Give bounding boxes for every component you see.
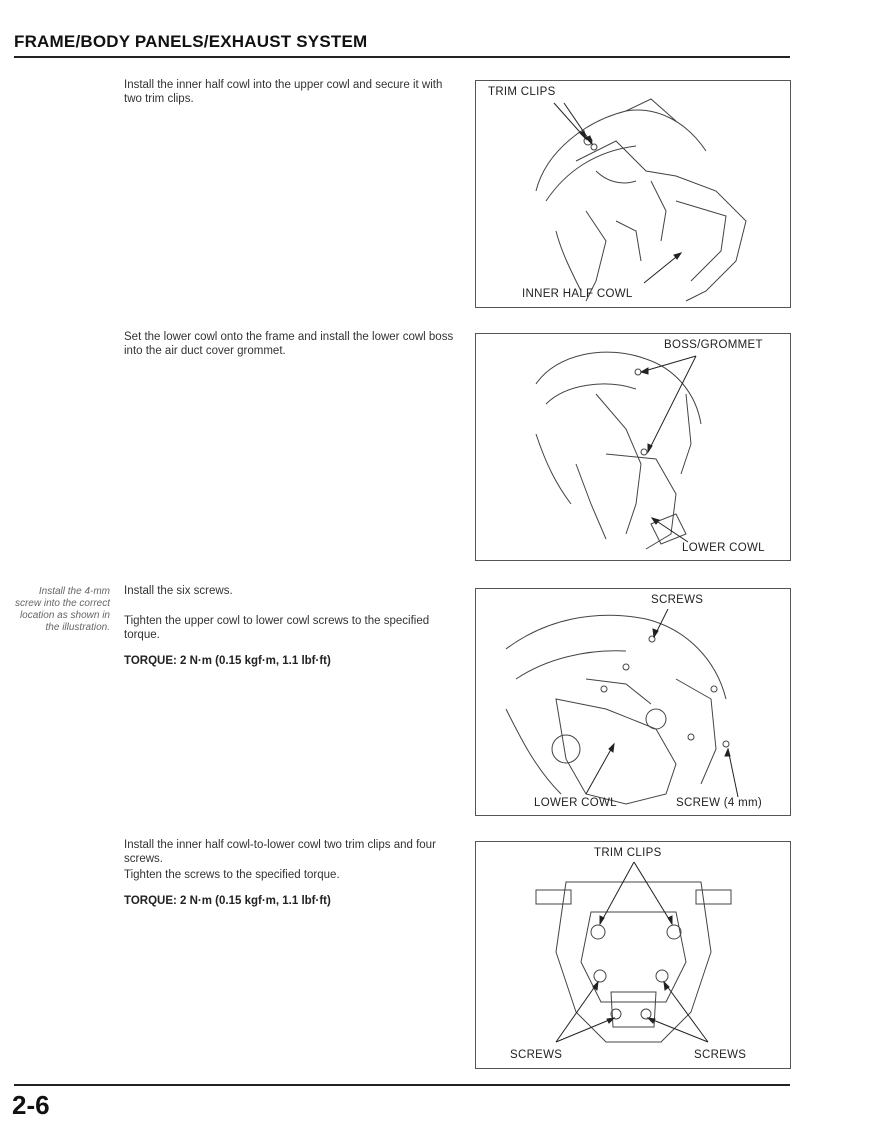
step-4-paragraph-1: Install the inner half cowl-to-lower cowl two trim clips and four screws.: [124, 839, 436, 865]
page-number: 2-6: [12, 1090, 50, 1120]
figure-2-label-lower-cowl: LOWER COWL: [682, 542, 765, 554]
figure-trim-clips-screws: [475, 841, 791, 1069]
step-3-paragraph-1: Install the six screws.: [124, 585, 233, 597]
figure-3-label-lower-cowl: LOWER COWL: [534, 797, 617, 809]
step-3-torque: TORQUE: 2 N·m (0.15 kgf·m, 1.1 lbf·ft): [124, 655, 331, 667]
step-4-torque: TORQUE: 2 N·m (0.15 kgf·m, 1.1 lbf·ft): [124, 895, 331, 907]
figure-3-illustration: [476, 589, 790, 815]
step-2-text: [124, 330, 460, 368]
step-1-text: [124, 78, 460, 116]
figure-1-illustration: [476, 81, 790, 307]
figure-inner-half-cowl: [475, 80, 791, 308]
step-4-paragraph-2: Tighten the screws to the specified torque.: [124, 869, 340, 881]
figure-1-label-trim-clips: TRIM CLIPS: [488, 86, 556, 98]
figure-2-label-boss-grommet: BOSS/GROMMET: [664, 339, 763, 351]
step-3-paragraph-2: Tighten the upper cowl to lower cowl screws to the specified torque.: [124, 615, 430, 641]
figure-3-label-screws: SCREWS: [651, 594, 704, 606]
figure-4-illustration: [476, 842, 790, 1068]
step-1-paragraph-1: Install the inner half cowl into the upper cowl and secure it with two trim clips.: [124, 79, 443, 105]
figure-4-label-screws-right: SCREWS: [694, 1049, 747, 1061]
footer-divider: [14, 1084, 790, 1086]
page-title: FRAME/BODY PANELS/EXHAUST SYSTEM: [14, 32, 368, 51]
figure-3-label-screw-4mm: SCREW (4 mm): [676, 797, 763, 809]
figure-2-illustration: [476, 334, 790, 560]
figure-boss-grommet: [475, 333, 791, 561]
step-4-text: [124, 838, 460, 918]
figure-4-label-trim-clips: TRIM CLIPS: [594, 847, 662, 859]
header-divider: [14, 56, 790, 58]
step-3-text: [124, 584, 460, 678]
figure-screws: [475, 588, 791, 816]
figure-1-label-inner-half-cowl: INNER HALF COWL: [522, 288, 633, 300]
figure-4-label-screws-left: SCREWS: [510, 1049, 563, 1061]
step-2-paragraph-1: Set the lower cowl onto the frame and install the lower cowl boss into the air duct cover grommet.: [124, 331, 454, 357]
side-note: Install the 4-mm screw into the correct location as shown in the illustration.: [14, 586, 110, 633]
